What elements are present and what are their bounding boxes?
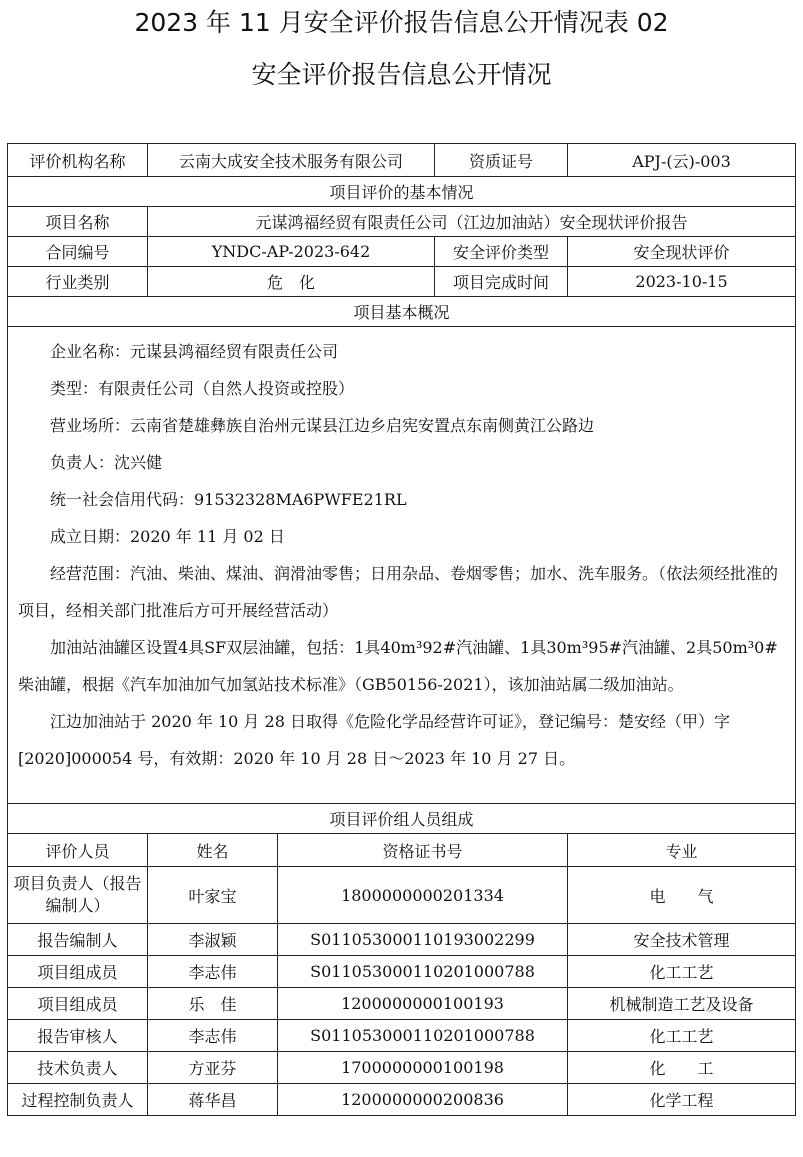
eval-type-value: 安全现状评价 [568, 237, 796, 267]
contract-value: YNDC-AP-2023-642 [148, 237, 435, 267]
team-role: 项目负责人（报告编制人） [8, 867, 148, 924]
team-row [8, 988, 796, 1020]
overview-principal: 负责人：沈兴健 [50, 453, 163, 472]
overview-body [8, 327, 796, 804]
overview-credit-code: 统一社会信用代码：91532328MA6PWFE21RL [50, 490, 407, 509]
team-cert: 1700000000100198 [278, 1052, 568, 1084]
team-row [8, 1052, 796, 1084]
team-cert: S011053000110201000788 [278, 956, 568, 988]
industry-label: 行业类别 [8, 267, 148, 297]
overview-license: 江边加油站于 2020 年 10 月 28 日取得《危险化学品经营许可证》，登记编号：楚安经（甲）字[2020]000054 号，有效期：2020 年 10 月 28 日～2023 年 10 月 27 日。 [18, 712, 730, 768]
eval-type-label: 安全评价类型 [435, 237, 568, 267]
team-name: 李志伟 [148, 956, 278, 988]
overview-company-name: 企业名称：元谋县鸿福经贸有限责任公司 [50, 342, 339, 361]
team-major: 化工工艺 [568, 956, 796, 988]
team-major: 电 气 [568, 867, 796, 924]
team-major: 化学工程 [568, 1084, 796, 1116]
overview-section-heading: 项目基本概况 [8, 297, 796, 327]
team-name: 乐 佳 [148, 988, 278, 1020]
team-header-role: 评价人员 [8, 834, 148, 867]
page-title: 2023 年 11 月安全评价报告信息公开情况表 02 [134, 8, 669, 37]
done-time-label: 项目完成时间 [435, 267, 568, 297]
team-role: 项目组成员 [8, 988, 148, 1020]
org-label: 评价机构名称 [8, 144, 148, 177]
team-major: 机械制造工艺及设备 [568, 988, 796, 1020]
team-row [8, 1020, 796, 1052]
team-section-row [8, 804, 796, 834]
team-name: 方亚芬 [148, 1052, 278, 1084]
project-name-label: 项目名称 [8, 207, 148, 237]
basic-section-heading: 项目评价的基本情况 [8, 177, 796, 207]
team-cert: 1200000000100193 [278, 988, 568, 1020]
overview-section-row [8, 297, 796, 327]
overview-company-type: 类型：有限责任公司（自然人投资或控股） [50, 379, 355, 398]
team-row [8, 924, 796, 956]
project-name-value: 元谋鸿福经贸有限责任公司（江边加油站）安全现状评价报告 [148, 207, 796, 237]
team-role: 过程控制负责人 [8, 1084, 148, 1116]
team-role: 报告编制人 [8, 924, 148, 956]
cert-label: 资质证号 [435, 144, 568, 177]
cert-value: APJ-(云)-003 [568, 144, 796, 177]
team-header-name: 姓名 [148, 834, 278, 867]
team-row [8, 867, 796, 924]
team-row [8, 1084, 796, 1116]
contract-row [8, 237, 796, 267]
team-cert: 1200000000200836 [278, 1084, 568, 1116]
team-header-cert: 资格证书号 [278, 834, 568, 867]
industry-row [8, 267, 796, 297]
disclosure-table [7, 143, 796, 1116]
industry-value: 危 化 [148, 267, 435, 297]
overview-tanks: 加油站油罐区设置4具SF双层油罐，包括：1具40m³92#汽油罐、1具30m³95#汽油罐、2具50m³0#柴油罐，根据《汽车加油加气加氢站技术标准》（GB50156-2021），该加油站属二级加油站。 [18, 638, 778, 694]
team-header-row [8, 834, 796, 867]
team-role: 项目组成员 [8, 956, 148, 988]
done-time-value: 2023-10-15 [568, 267, 796, 297]
team-role: 报告审核人 [8, 1020, 148, 1052]
team-section-heading: 项目评价组人员组成 [8, 804, 796, 834]
overview-address: 营业场所：云南省楚雄彝族自治州元谋县江边乡启宪安置点东南侧黄江公路边 [50, 416, 595, 435]
team-major: 化工工艺 [568, 1020, 796, 1052]
project-name-row [8, 207, 796, 237]
basic-section-row [8, 177, 796, 207]
team-major: 化 工 [568, 1052, 796, 1084]
overview-business-scope: 经营范围：汽油、柴油、煤油、润滑油零售；日用杂品、卷烟零售；加水、洗车服务。（依法须经批准的项目，经相关部门批准后方可开展经营活动） [18, 564, 779, 620]
team-cert: S011053000110193002299 [278, 924, 568, 956]
overview-row [8, 327, 796, 804]
team-name: 蒋华昌 [148, 1084, 278, 1116]
team-name: 叶家宝 [148, 867, 278, 924]
org-row [8, 144, 796, 177]
team-row [8, 956, 796, 988]
team-header-major: 专业 [568, 834, 796, 867]
org-value: 云南大成安全技术服务有限公司 [148, 144, 435, 177]
team-cert: S011053000110201000788 [278, 1020, 568, 1052]
team-role: 技术负责人 [8, 1052, 148, 1084]
team-name: 李淑颖 [148, 924, 278, 956]
team-cert: 1800000000201334 [278, 867, 568, 924]
page-subtitle: 安全评价报告信息公开情况 [251, 60, 552, 89]
team-name: 李志伟 [148, 1020, 278, 1052]
team-major: 安全技术管理 [568, 924, 796, 956]
overview-founded: 成立日期：2020 年 11 月 02 日 [50, 527, 285, 546]
contract-label: 合同编号 [8, 237, 148, 267]
